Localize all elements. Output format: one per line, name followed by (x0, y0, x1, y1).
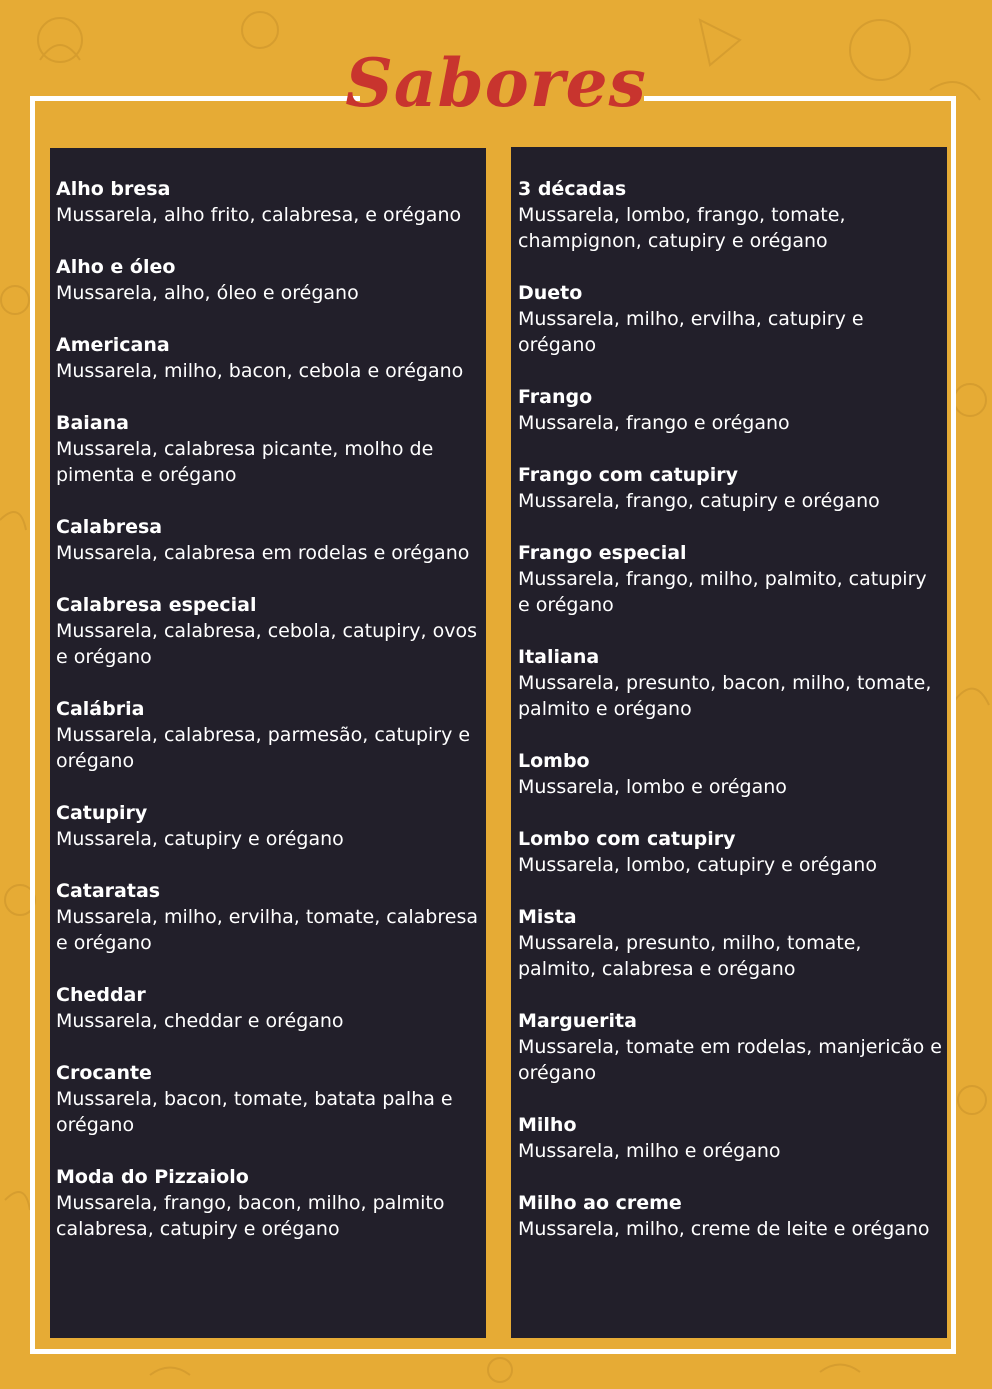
flavor-name: Baiana (56, 412, 129, 434)
flavor-description: Mussarela, calabresa picante, molho de pimenta e orégano (56, 438, 434, 486)
page-title: Sabores (345, 44, 647, 122)
flavor-name: Lombo (518, 750, 590, 772)
flavor-description: Mussarela, alho, óleo e orégano (56, 282, 359, 304)
flavor-item (518, 1112, 943, 1164)
flavor-description: Mussarela, frango, bacon, milho, palmito calabresa, catupiry e orégano (56, 1192, 445, 1240)
flavor-description: Mussarela, milho, ervilha, tomate, calabresa e orégano (56, 906, 478, 954)
flavor-description: Mussarela, calabresa, parmesão, catupiry e orégano (56, 724, 471, 772)
flavor-description: Mussarela, milho e orégano (518, 1140, 781, 1162)
flavor-item (56, 878, 482, 956)
flavor-description: Mussarela, frango, catupiry e orégano (518, 490, 880, 512)
flavor-item (56, 254, 482, 306)
flavor-description: Mussarela, frango e orégano (518, 412, 790, 434)
flavor-description: Mussarela, milho, ervilha, catupiry e orégano (518, 308, 864, 356)
flavor-description: Mussarela, catupiry e orégano (56, 828, 344, 850)
flavor-item (56, 332, 482, 384)
flavor-name: Calabresa especial (56, 594, 257, 616)
flavor-name: Italiana (518, 646, 600, 668)
flavor-item (56, 1060, 482, 1138)
flavor-name: Cheddar (56, 984, 146, 1006)
flavor-name: Dueto (518, 282, 583, 304)
flavor-description: Mussarela, presunto, bacon, milho, tomate, palmito e orégano (518, 672, 932, 720)
flavor-name: Frango (518, 386, 593, 408)
flavor-name: Lombo com catupiry (518, 828, 736, 850)
flavor-name: Mista (518, 906, 577, 928)
flavor-description: Mussarela, lombo, catupiry e orégano (518, 854, 877, 876)
flavor-name: Crocante (56, 1062, 152, 1084)
flavor-name: 3 décadas (518, 178, 627, 200)
flavor-item (56, 410, 482, 488)
flavor-description: Mussarela, bacon, tomate, batata palha e orégano (56, 1088, 453, 1136)
flavor-item (56, 982, 482, 1034)
flavor-item (56, 176, 482, 228)
flavor-description: Mussarela, milho, bacon, cebola e orégano (56, 360, 464, 382)
flavor-item (56, 696, 482, 774)
flavor-item (518, 540, 943, 618)
flavor-item (518, 1190, 943, 1242)
flavor-description: Mussarela, frango, milho, palmito, catupiry e orégano (518, 568, 927, 616)
flavor-item (518, 384, 943, 436)
flavor-item (518, 1008, 943, 1086)
flavor-item (518, 644, 943, 722)
flavor-name: Frango especial (518, 542, 687, 564)
flavor-list-left (50, 148, 486, 1338)
flavor-name: Americana (56, 334, 170, 356)
flavor-name: Alho bresa (56, 178, 171, 200)
flavor-description: Mussarela, presunto, milho, tomate, palmito, calabresa e orégano (518, 932, 862, 980)
flavor-name: Cataratas (56, 880, 161, 902)
flavor-name: Alho e óleo (56, 256, 176, 278)
flavor-description: Mussarela, tomate em rodelas, manjericão e orégano (518, 1036, 942, 1084)
flavor-name: Milho (518, 1114, 577, 1136)
flavor-item (56, 592, 482, 670)
flavor-name: Catupiry (56, 802, 148, 824)
flavor-item (56, 514, 482, 566)
flavor-name: Moda do Pizzaiolo (56, 1166, 249, 1188)
flavor-name: Marguerita (518, 1010, 637, 1032)
flavor-list-right (511, 147, 947, 1338)
flavor-item (518, 280, 943, 358)
flavor-item (518, 748, 943, 800)
flavor-description: Mussarela, calabresa, cebola, catupiry, ovos e orégano (56, 620, 478, 668)
flavor-description: Mussarela, lombo e orégano (518, 776, 787, 798)
flavor-name: Calábria (56, 698, 145, 720)
flavor-item (518, 826, 943, 878)
flavor-description: Mussarela, milho, creme de leite e orégano (518, 1218, 930, 1240)
flavor-item (56, 1164, 482, 1242)
flavor-description: Mussarela, calabresa em rodelas e orégano (56, 542, 470, 564)
flavor-description: Mussarela, lombo, frango, tomate, champignon, catupiry e orégano (518, 204, 846, 252)
flavor-item (56, 800, 482, 852)
flavor-item (518, 176, 943, 254)
flavor-description: Mussarela, alho frito, calabresa, e orégano (56, 204, 462, 226)
flavor-name: Calabresa (56, 516, 163, 538)
flavor-name: Milho ao creme (518, 1192, 682, 1214)
flavor-item (518, 462, 943, 514)
flavor-name: Frango com catupiry (518, 464, 739, 486)
flavor-description: Mussarela, cheddar e orégano (56, 1010, 344, 1032)
flavor-item (518, 904, 943, 982)
